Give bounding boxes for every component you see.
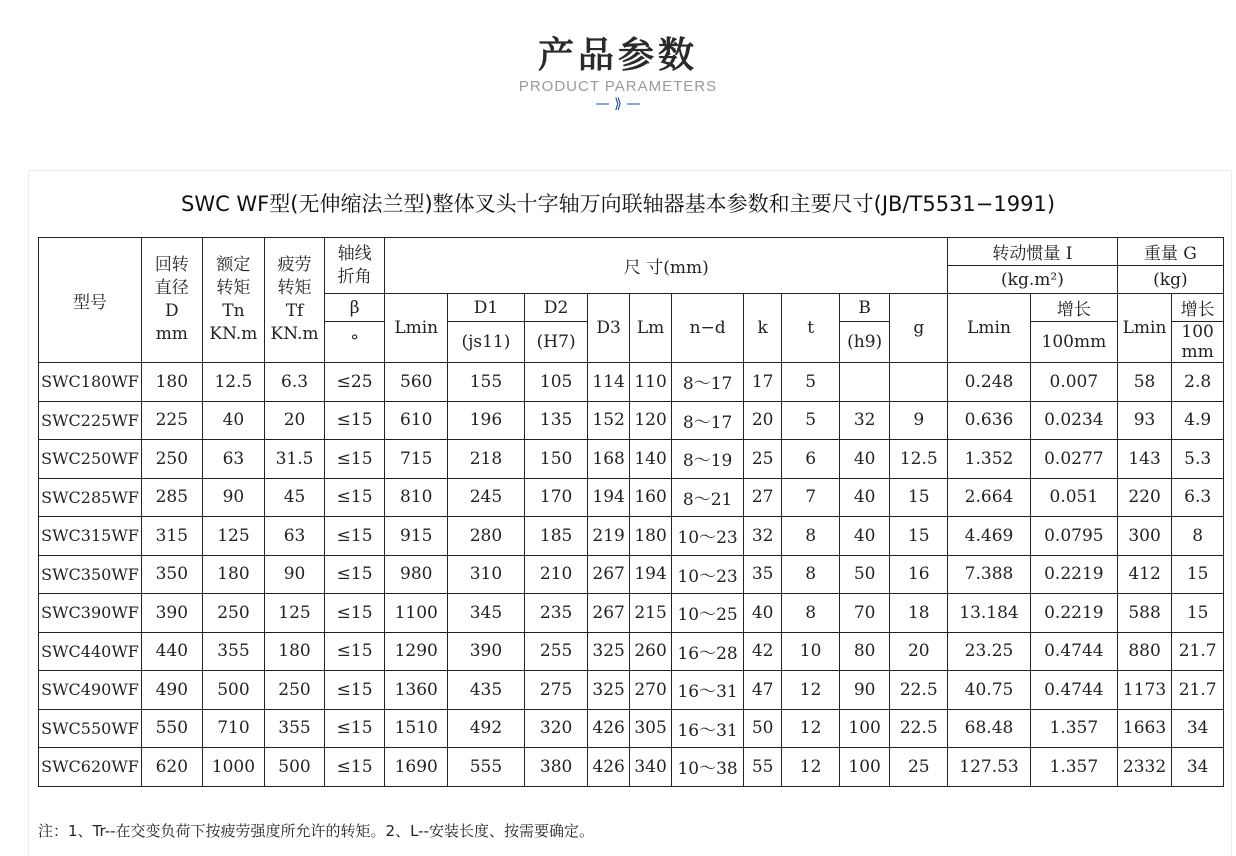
table-cell: 90 (202, 478, 265, 517)
table-cell: 50 (743, 709, 781, 748)
header-rated-torque: 额定 转矩 Tn KN.m (202, 238, 265, 363)
table-cell: 168 (588, 440, 629, 479)
table-cell: 10～23 (672, 517, 744, 556)
table-cell: 980 (385, 555, 448, 594)
model-cell: SWC250WF (39, 440, 142, 479)
table-cell: 21.7 (1172, 632, 1224, 671)
header-b-tol: (h9) (839, 322, 890, 363)
table-cell: 0.248 (948, 363, 1031, 402)
table-cell: 220 (1117, 478, 1172, 517)
table-cell: 320 (524, 709, 588, 748)
table-cell: 194 (629, 555, 671, 594)
table-row (39, 748, 1224, 787)
table-cell (890, 363, 948, 402)
table-cell: 550 (142, 709, 203, 748)
table-cell: 1.357 (1030, 748, 1117, 787)
table-cell: 90 (265, 555, 325, 594)
table-cell: 2.664 (948, 478, 1031, 517)
table-cell: 18 (890, 594, 948, 633)
header-weight: 重量 G (1117, 238, 1223, 266)
table-cell: ≤15 (324, 632, 385, 671)
table-cell: 16～28 (672, 632, 744, 671)
table-cell: 40 (839, 478, 890, 517)
table-cell: 350 (142, 555, 203, 594)
table-cell: 305 (629, 709, 671, 748)
table-cell: 45 (265, 478, 325, 517)
table-cell: 4.9 (1172, 401, 1224, 440)
header-degree: ° (324, 322, 385, 363)
table-row (39, 594, 1224, 633)
table-cell: 1100 (385, 594, 448, 633)
table-row (39, 709, 1224, 748)
table-cell: 250 (265, 671, 325, 710)
table-cell: 435 (448, 671, 525, 710)
table-cell: 58 (1117, 363, 1172, 402)
table-cell: 140 (629, 440, 671, 479)
table-cell: 15 (890, 517, 948, 556)
table-row (39, 440, 1224, 479)
table-cell: 63 (265, 517, 325, 556)
table-cell: 17 (743, 363, 781, 402)
model-cell: SWC350WF (39, 555, 142, 594)
table-cell: 150 (524, 440, 588, 479)
header-model: 型号 (39, 238, 142, 363)
table-cell: ≤15 (324, 748, 385, 787)
table-cell: 325 (588, 632, 629, 671)
table-cell: 8～17 (672, 401, 744, 440)
table-cell: 9 (890, 401, 948, 440)
table-cell: 0.0277 (1030, 440, 1117, 479)
table-cell: 23.25 (948, 632, 1031, 671)
table-cell: 32 (743, 517, 781, 556)
table-cell: 245 (448, 478, 525, 517)
table-cell: 194 (588, 478, 629, 517)
table-cell: 315 (142, 517, 203, 556)
model-cell: SWC390WF (39, 594, 142, 633)
table-cell: 12.5 (890, 440, 948, 479)
table-cell: 270 (629, 671, 671, 710)
table-cell: 22.5 (890, 709, 948, 748)
table-cell: 1690 (385, 748, 448, 787)
table-cell: 1360 (385, 671, 448, 710)
table-cell: 114 (588, 363, 629, 402)
table-cell: 15 (890, 478, 948, 517)
table-cell: 0.2219 (1030, 594, 1117, 633)
table-row (39, 363, 1224, 402)
table-cell: 47 (743, 671, 781, 710)
header-fatigue-torque: 疲劳 转矩 Tf KN.m (265, 238, 325, 363)
table-cell: 6.3 (1172, 478, 1224, 517)
header-beta: β (324, 294, 385, 322)
header-t: t (782, 294, 840, 363)
header-axis-angle: 轴线 折角 (324, 238, 385, 294)
table-cell: 8～19 (672, 440, 744, 479)
table-cell: 120 (629, 401, 671, 440)
table-cell: 492 (448, 709, 525, 748)
table-cell: 0.4744 (1030, 671, 1117, 710)
table-cell: 8 (782, 594, 840, 633)
table-row (39, 632, 1224, 671)
table-cell: 1510 (385, 709, 448, 748)
table-cell: 160 (629, 478, 671, 517)
table-cell: ≤15 (324, 401, 385, 440)
table-cell: 218 (448, 440, 525, 479)
table-cell: 50 (839, 555, 890, 594)
section-header (0, 30, 1236, 113)
table-cell: 440 (142, 632, 203, 671)
table-cell: 8～17 (672, 363, 744, 402)
header-k: k (743, 294, 781, 363)
table-cell: 7.388 (948, 555, 1031, 594)
table-cell: 555 (448, 748, 525, 787)
model-cell: SWC315WF (39, 517, 142, 556)
model-cell: SWC620WF (39, 748, 142, 787)
footnote: 注：1、Tr--在交变负荷下按疲劳强度所允许的转矩。2、L--安装长度、按需要确定。 (38, 822, 594, 840)
header-d1: D1 (448, 294, 525, 322)
table-cell: 215 (629, 594, 671, 633)
table-row (39, 517, 1224, 556)
table-cell: 267 (588, 594, 629, 633)
table-cell: 610 (385, 401, 448, 440)
chevron-divider-icon: — ⟫ — (595, 96, 641, 112)
model-cell: SWC225WF (39, 401, 142, 440)
table-cell: 20 (890, 632, 948, 671)
table-cell: 32 (839, 401, 890, 440)
table-cell: 4.469 (948, 517, 1031, 556)
table-cell: 70 (839, 594, 890, 633)
header-inertia-unit: (kg.m²) (948, 266, 1118, 294)
header-lmin: Lmin (385, 294, 448, 363)
table-cell: 125 (265, 594, 325, 633)
table-cell: 68.48 (948, 709, 1031, 748)
table-cell: 10～23 (672, 555, 744, 594)
table-cell: 170 (524, 478, 588, 517)
table-cell: ≤15 (324, 594, 385, 633)
header-weight-inc: 增长 (1172, 294, 1224, 322)
table-cell: 355 (265, 709, 325, 748)
table-caption: SWC WF型(无伸缩法兰型)整体叉头十字轴万向联轴器基本参数和主要尺寸(JB/T5531−1991) (180, 192, 1056, 216)
table-cell: 34 (1172, 709, 1224, 748)
header-diameter: 回转 直径 D mm (142, 238, 203, 363)
table-cell: 110 (629, 363, 671, 402)
table-cell: 255 (524, 632, 588, 671)
table-cell: 8 (782, 555, 840, 594)
header-g: g (890, 294, 948, 363)
table-cell: 710 (202, 709, 265, 748)
header-weight-unit: (kg) (1117, 266, 1223, 294)
table-cell: 8 (782, 517, 840, 556)
table-cell: ≤15 (324, 440, 385, 479)
table-cell: 325 (588, 671, 629, 710)
table-cell: 180 (202, 555, 265, 594)
table-cell: 10～38 (672, 748, 744, 787)
table-row (39, 671, 1224, 710)
table-cell: 340 (629, 748, 671, 787)
table-cell: 5 (782, 401, 840, 440)
table-cell: 55 (743, 748, 781, 787)
table-cell: 426 (588, 748, 629, 787)
table-cell: 16～31 (672, 709, 744, 748)
table-cell: 390 (448, 632, 525, 671)
header-inertia-inc-unit: 100mm (1030, 322, 1117, 363)
table-cell: 16 (890, 555, 948, 594)
table-cell: 1290 (385, 632, 448, 671)
table-cell: 34 (1172, 748, 1224, 787)
table-cell: 285 (142, 478, 203, 517)
table-cell: 10～25 (672, 594, 744, 633)
table-cell: 5.3 (1172, 440, 1224, 479)
table-cell: 143 (1117, 440, 1172, 479)
parameters-table (38, 237, 1224, 787)
table-cell: 275 (524, 671, 588, 710)
table-cell: 1173 (1117, 671, 1172, 710)
table-cell: 180 (265, 632, 325, 671)
table-cell: 1663 (1117, 709, 1172, 748)
table-cell: 810 (385, 478, 448, 517)
table-cell: 155 (448, 363, 525, 402)
table-cell: 25 (890, 748, 948, 787)
table-cell: 100 (839, 748, 890, 787)
table-cell: 21.7 (1172, 671, 1224, 710)
table-cell: 100 (839, 709, 890, 748)
table-cell: 0.0234 (1030, 401, 1117, 440)
table-cell: 12 (782, 748, 840, 787)
model-cell: SWC180WF (39, 363, 142, 402)
page-subtitle: PRODUCT PARAMETERS (518, 78, 718, 95)
table-cell: 715 (385, 440, 448, 479)
table-cell: 300 (1117, 517, 1172, 556)
table-cell: 15 (1172, 555, 1224, 594)
table-cell: 22.5 (890, 671, 948, 710)
header-d2-tol: (H7) (524, 322, 588, 363)
table-cell: 20 (265, 401, 325, 440)
table-cell (839, 363, 890, 402)
table-cell: 235 (524, 594, 588, 633)
table-cell: 31.5 (265, 440, 325, 479)
header-inertia: 转动惯量 I (948, 238, 1118, 266)
table-cell: 426 (588, 709, 629, 748)
table-cell: 12 (782, 709, 840, 748)
table-cell: 310 (448, 555, 525, 594)
table-cell: 1.357 (1030, 709, 1117, 748)
table-cell: 35 (743, 555, 781, 594)
table-cell: 125 (202, 517, 265, 556)
table-cell: 40.75 (948, 671, 1031, 710)
table-cell: 6.3 (265, 363, 325, 402)
table-cell: 500 (202, 671, 265, 710)
header-d3: D3 (588, 294, 629, 363)
table-cell: 2332 (1117, 748, 1172, 787)
table-cell: ≤15 (324, 671, 385, 710)
table-cell: ≤15 (324, 517, 385, 556)
table-cell: 196 (448, 401, 525, 440)
table-row (39, 401, 1224, 440)
header-weight-lmin: Lmin (1117, 294, 1172, 363)
table-cell: 10 (782, 632, 840, 671)
table-cell: 25 (743, 440, 781, 479)
table-cell: 250 (142, 440, 203, 479)
header-nd: n−d (672, 294, 744, 363)
table-cell: 90 (839, 671, 890, 710)
table-cell: 219 (588, 517, 629, 556)
table-cell: 490 (142, 671, 203, 710)
table-cell: 12.5 (202, 363, 265, 402)
table-cell: 40 (743, 594, 781, 633)
table-cell: 250 (202, 594, 265, 633)
table-cell: 267 (588, 555, 629, 594)
header-d2: D2 (524, 294, 588, 322)
table-row (39, 555, 1224, 594)
table-cell: 7 (782, 478, 840, 517)
table-cell: 40 (839, 517, 890, 556)
table-cell: 210 (524, 555, 588, 594)
model-cell: SWC490WF (39, 671, 142, 710)
table-cell: 40 (202, 401, 265, 440)
table-row (39, 478, 1224, 517)
table-cell: 620 (142, 748, 203, 787)
table-cell: 915 (385, 517, 448, 556)
table-cell: 2.8 (1172, 363, 1224, 402)
table-cell: 63 (202, 440, 265, 479)
table-cell: 180 (629, 517, 671, 556)
table-cell: 260 (629, 632, 671, 671)
table-cell: 15 (1172, 594, 1224, 633)
table-cell: 0.0795 (1030, 517, 1117, 556)
table-cell: ≤15 (324, 555, 385, 594)
table-cell: 0.4744 (1030, 632, 1117, 671)
table-cell: 1.352 (948, 440, 1031, 479)
model-cell: SWC550WF (39, 709, 142, 748)
table-cell: 12 (782, 671, 840, 710)
table-cell: 27 (743, 478, 781, 517)
table-cell: 180 (142, 363, 203, 402)
table-cell: 0.007 (1030, 363, 1117, 402)
table-cell: 588 (1117, 594, 1172, 633)
table-cell: 40 (839, 440, 890, 479)
table-cell: 6 (782, 440, 840, 479)
table-cell: 13.184 (948, 594, 1031, 633)
header-b: B (839, 294, 890, 322)
table-cell: 1000 (202, 748, 265, 787)
table-cell: 390 (142, 594, 203, 633)
model-cell: SWC285WF (39, 478, 142, 517)
table-cell: 105 (524, 363, 588, 402)
header-weight-inc-unit: 100 mm (1172, 322, 1224, 363)
table-cell: 500 (265, 748, 325, 787)
header-lm: Lm (629, 294, 671, 363)
table-cell: 135 (524, 401, 588, 440)
table-cell: 93 (1117, 401, 1172, 440)
table-cell: 185 (524, 517, 588, 556)
header-dimensions: 尺 寸(mm) (385, 238, 948, 294)
table-cell: ≤25 (324, 363, 385, 402)
header-inertia-lmin: Lmin (948, 294, 1031, 363)
header-d1-tol: (js11) (448, 322, 525, 363)
table-cell: 8 (1172, 517, 1224, 556)
page-title: 产品参数 (537, 35, 698, 76)
table-cell: ≤15 (324, 478, 385, 517)
table-cell: 5 (782, 363, 840, 402)
model-cell: SWC440WF (39, 632, 142, 671)
table-cell: 80 (839, 632, 890, 671)
table-cell: 880 (1117, 632, 1172, 671)
table-cell: 152 (588, 401, 629, 440)
table-cell: 16～31 (672, 671, 744, 710)
table-cell: 127.53 (948, 748, 1031, 787)
table-cell: 8～21 (672, 478, 744, 517)
table-cell: 225 (142, 401, 203, 440)
table-cell: 380 (524, 748, 588, 787)
header-inertia-inc: 增长 (1030, 294, 1117, 322)
table-cell: 20 (743, 401, 781, 440)
table-cell: 0.2219 (1030, 555, 1117, 594)
table-cell: 560 (385, 363, 448, 402)
table-cell: 42 (743, 632, 781, 671)
table-cell: 355 (202, 632, 265, 671)
table-cell: 0.051 (1030, 478, 1117, 517)
table-cell: 345 (448, 594, 525, 633)
table-cell: 280 (448, 517, 525, 556)
table-cell: ≤15 (324, 709, 385, 748)
table-cell: 0.636 (948, 401, 1031, 440)
table-cell: 412 (1117, 555, 1172, 594)
